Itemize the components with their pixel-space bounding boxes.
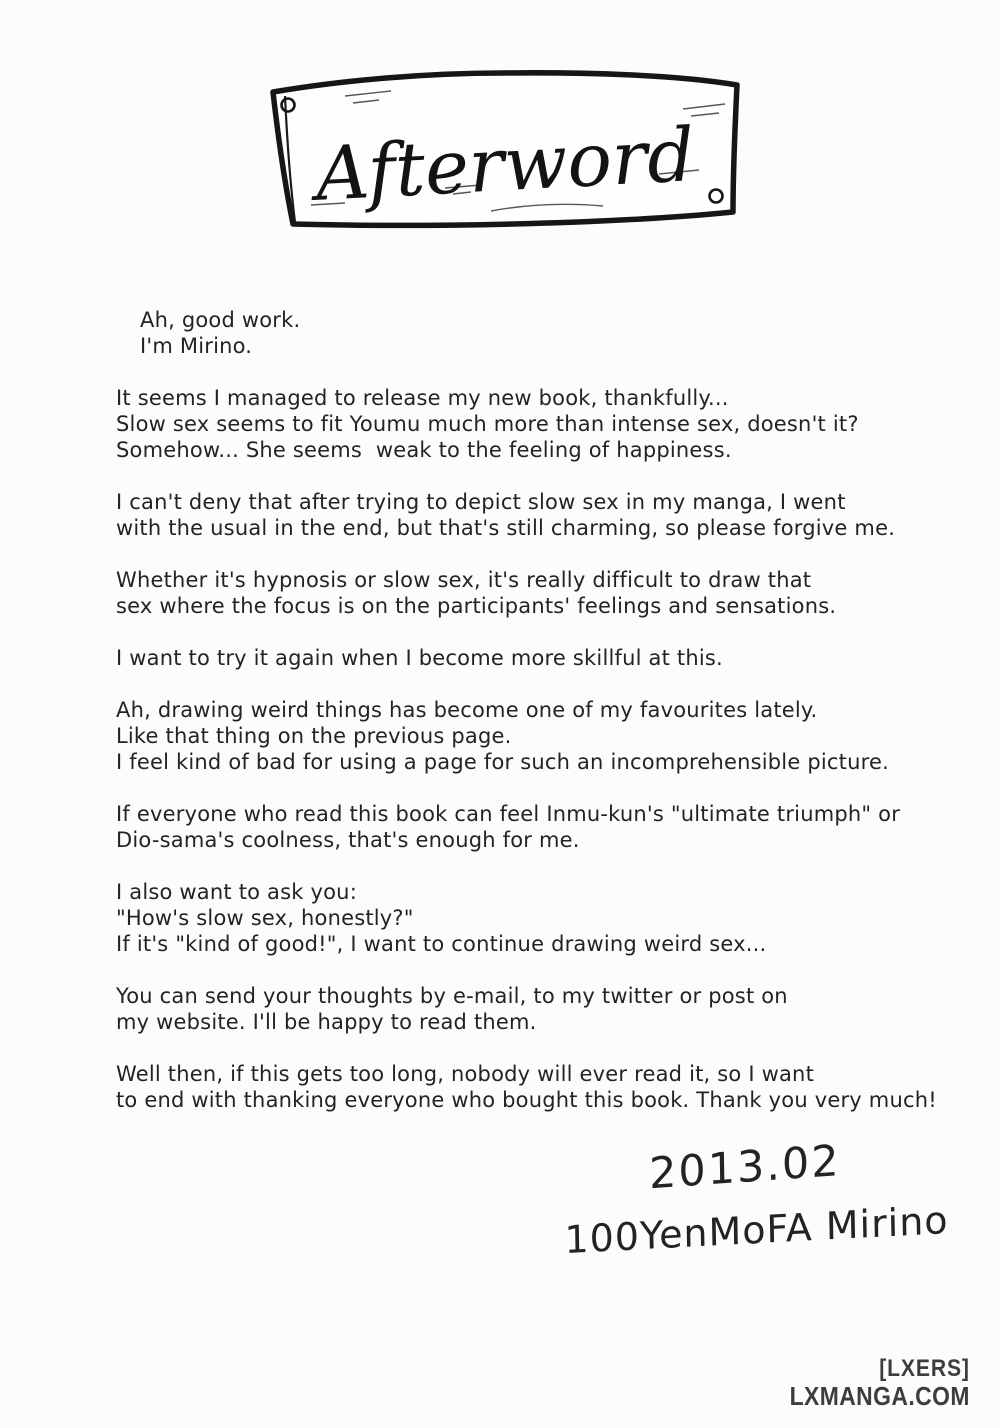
- text-line: I feel kind of bad for using a page for such an incomprehensible picture.: [116, 750, 889, 774]
- sign-board: [253, 64, 763, 242]
- watermark-site: LXMANGA.COM: [789, 1381, 970, 1412]
- text-line: with the usual in the end, but that's still charming, so please forgive me.: [116, 516, 896, 540]
- watermark: [790, 1355, 970, 1412]
- paragraph: [116, 983, 976, 1035]
- signature-date: 2013.02: [648, 1135, 841, 1200]
- text-line: If it's "kind of good!", I want to continue drawing weird sex...: [116, 932, 767, 956]
- text-line: Ah, drawing weird things has become one of my favourites lately.: [116, 698, 818, 722]
- text-line: It seems I managed to release my new book, thankfully...: [116, 386, 729, 410]
- text-line: Whether it's hypnosis or slow sex, it's really difficult to draw that: [116, 568, 812, 592]
- text-line: my website. I'll be happy to read them.: [116, 1010, 537, 1034]
- paragraph: [116, 567, 976, 619]
- page-title: Afterword: [313, 112, 697, 218]
- paragraph: [116, 879, 976, 957]
- text-line: I'm Mirino.: [140, 334, 253, 358]
- text-line: You can send your thoughts by e-mail, to my twitter or post on: [116, 984, 788, 1008]
- text-line: Slow sex seems to fit Youmu much more than intense sex, doesn't it?: [116, 412, 859, 436]
- text-line: Ah, good work.: [140, 308, 301, 332]
- text-line: I want to try it again when I become more skillful at this.: [116, 646, 723, 670]
- paragraph: [116, 801, 976, 853]
- text-line: I also want to ask you:: [116, 880, 357, 904]
- paragraph: [116, 645, 976, 671]
- paragraph: [116, 489, 976, 541]
- watermark-group: [LXERS]: [879, 1354, 970, 1382]
- text-line: sex where the focus is on the participants' feelings and sensations.: [116, 594, 837, 618]
- paragraph: [116, 697, 976, 775]
- text-line: If everyone who read this book can feel Inmu-kun's "ultimate triumph" or: [116, 802, 901, 826]
- text-line: "How's slow sex, honestly?": [116, 906, 414, 930]
- text-line: Well then, if this gets too long, nobody will ever read it, so I want: [116, 1062, 815, 1086]
- afterword-sign: [253, 64, 763, 242]
- text-line: Somehow... She seems weak to the feeling of happiness.: [116, 438, 732, 462]
- text-line: to end with thanking everyone who bought this book. Thank you very much!: [116, 1088, 937, 1112]
- text-line: Dio-sama's coolness, that's enough for me.: [116, 828, 580, 852]
- text-line: Like that thing on the previous page.: [116, 724, 512, 748]
- paragraph: [140, 307, 976, 359]
- signature-name: 100YenMoFA Mirino: [563, 1197, 949, 1263]
- afterword-text: [116, 307, 976, 1139]
- text-line: I can't deny that after trying to depict slow sex in my manga, I went: [116, 490, 846, 514]
- paragraph: [116, 385, 976, 463]
- paragraph: [116, 1061, 976, 1113]
- signature-block: [563, 1135, 949, 1263]
